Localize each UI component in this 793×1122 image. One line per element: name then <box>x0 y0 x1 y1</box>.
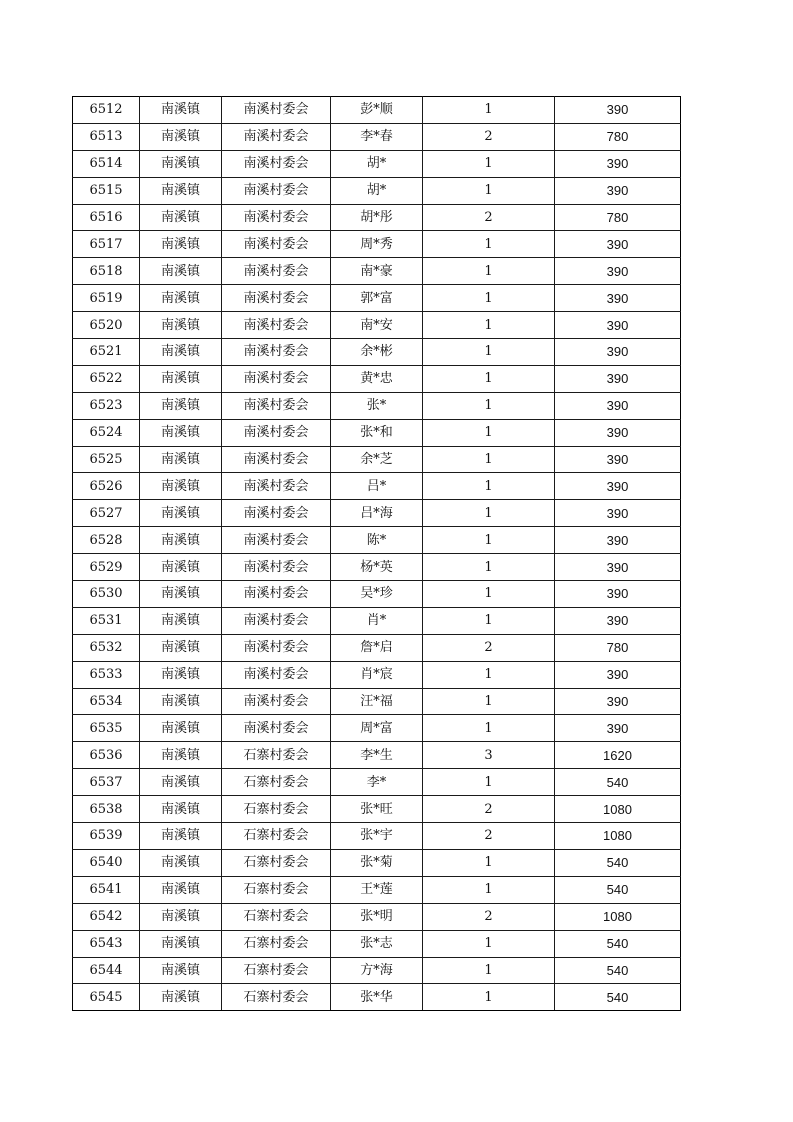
row-number-cell: 6533 <box>73 661 140 688</box>
count-cell: 1 <box>423 607 555 634</box>
town-cell: 南溪镇 <box>140 527 222 554</box>
amount-cell: 390 <box>555 365 681 392</box>
village-committee-cell: 南溪村委会 <box>222 715 331 742</box>
table-row <box>73 581 681 608</box>
count-cell: 1 <box>423 97 555 124</box>
village-committee-cell: 南溪村委会 <box>222 97 331 124</box>
amount-cell: 540 <box>555 769 681 796</box>
village-committee-cell: 石寨村委会 <box>222 876 331 903</box>
table-row <box>73 446 681 473</box>
amount-cell: 540 <box>555 876 681 903</box>
table-row <box>73 796 681 823</box>
town-cell: 南溪镇 <box>140 177 222 204</box>
name-cell: 陈* <box>331 527 423 554</box>
town-cell: 南溪镇 <box>140 500 222 527</box>
town-cell: 南溪镇 <box>140 581 222 608</box>
village-committee-cell: 南溪村委会 <box>222 285 331 312</box>
table-row <box>73 123 681 150</box>
table-row <box>73 957 681 984</box>
name-cell: 方*海 <box>331 957 423 984</box>
count-cell: 2 <box>423 123 555 150</box>
village-committee-cell: 南溪村委会 <box>222 365 331 392</box>
row-number-cell: 6543 <box>73 930 140 957</box>
name-cell: 张* <box>331 392 423 419</box>
town-cell: 南溪镇 <box>140 661 222 688</box>
name-cell: 胡*彤 <box>331 204 423 231</box>
row-number-cell: 6518 <box>73 258 140 285</box>
count-cell: 2 <box>423 823 555 850</box>
town-cell: 南溪镇 <box>140 258 222 285</box>
name-cell: 余*彬 <box>331 339 423 366</box>
village-committee-cell: 南溪村委会 <box>222 607 331 634</box>
amount-cell: 390 <box>555 607 681 634</box>
row-number-cell: 6513 <box>73 123 140 150</box>
village-committee-cell: 南溪村委会 <box>222 339 331 366</box>
village-committee-cell: 石寨村委会 <box>222 903 331 930</box>
amount-cell: 1080 <box>555 903 681 930</box>
row-number-cell: 6527 <box>73 500 140 527</box>
amount-cell: 390 <box>555 285 681 312</box>
town-cell: 南溪镇 <box>140 796 222 823</box>
village-committee-cell: 南溪村委会 <box>222 204 331 231</box>
count-cell: 1 <box>423 285 555 312</box>
table-row <box>73 634 681 661</box>
amount-cell: 540 <box>555 930 681 957</box>
count-cell: 2 <box>423 204 555 231</box>
amount-cell: 390 <box>555 688 681 715</box>
village-committee-cell: 南溪村委会 <box>222 688 331 715</box>
village-committee-cell: 南溪村委会 <box>222 177 331 204</box>
town-cell: 南溪镇 <box>140 876 222 903</box>
town-cell: 南溪镇 <box>140 392 222 419</box>
town-cell: 南溪镇 <box>140 903 222 930</box>
amount-cell: 780 <box>555 123 681 150</box>
count-cell: 1 <box>423 715 555 742</box>
count-cell: 1 <box>423 688 555 715</box>
name-cell: 李*生 <box>331 742 423 769</box>
table-row <box>73 365 681 392</box>
amount-cell: 780 <box>555 204 681 231</box>
row-number-cell: 6517 <box>73 231 140 258</box>
village-committee-cell: 南溪村委会 <box>222 312 331 339</box>
town-cell: 南溪镇 <box>140 285 222 312</box>
amount-cell: 540 <box>555 849 681 876</box>
row-number-cell: 6515 <box>73 177 140 204</box>
table-row <box>73 554 681 581</box>
name-cell: 张*华 <box>331 984 423 1011</box>
row-number-cell: 6514 <box>73 150 140 177</box>
row-number-cell: 6540 <box>73 849 140 876</box>
table-row <box>73 769 681 796</box>
village-committee-cell: 南溪村委会 <box>222 634 331 661</box>
name-cell: 张*和 <box>331 419 423 446</box>
row-number-cell: 6519 <box>73 285 140 312</box>
name-cell: 胡* <box>331 177 423 204</box>
name-cell: 杨*英 <box>331 554 423 581</box>
table-row <box>73 419 681 446</box>
row-number-cell: 6522 <box>73 365 140 392</box>
town-cell: 南溪镇 <box>140 204 222 231</box>
name-cell: 周*秀 <box>331 231 423 258</box>
count-cell: 1 <box>423 500 555 527</box>
row-number-cell: 6538 <box>73 796 140 823</box>
row-number-cell: 6536 <box>73 742 140 769</box>
amount-cell: 780 <box>555 634 681 661</box>
village-committee-cell: 南溪村委会 <box>222 473 331 500</box>
village-committee-cell: 南溪村委会 <box>222 392 331 419</box>
town-cell: 南溪镇 <box>140 312 222 339</box>
village-committee-cell: 石寨村委会 <box>222 957 331 984</box>
village-committee-cell: 石寨村委会 <box>222 930 331 957</box>
count-cell: 1 <box>423 150 555 177</box>
count-cell: 1 <box>423 312 555 339</box>
amount-cell: 390 <box>555 97 681 124</box>
town-cell: 南溪镇 <box>140 123 222 150</box>
table-row <box>73 527 681 554</box>
town-cell: 南溪镇 <box>140 446 222 473</box>
village-committee-cell: 南溪村委会 <box>222 419 331 446</box>
name-cell: 李* <box>331 769 423 796</box>
table-row <box>73 258 681 285</box>
name-cell: 张*志 <box>331 930 423 957</box>
row-number-cell: 6542 <box>73 903 140 930</box>
amount-cell: 390 <box>555 473 681 500</box>
row-number-cell: 6524 <box>73 419 140 446</box>
name-cell: 张*明 <box>331 903 423 930</box>
amount-cell: 390 <box>555 231 681 258</box>
name-cell: 吕*海 <box>331 500 423 527</box>
table-row <box>73 849 681 876</box>
row-number-cell: 6539 <box>73 823 140 850</box>
village-committee-cell: 石寨村委会 <box>222 769 331 796</box>
amount-cell: 390 <box>555 581 681 608</box>
row-number-cell: 6534 <box>73 688 140 715</box>
row-number-cell: 6530 <box>73 581 140 608</box>
table-row <box>73 285 681 312</box>
amount-cell: 1080 <box>555 796 681 823</box>
row-number-cell: 6528 <box>73 527 140 554</box>
table-row <box>73 688 681 715</box>
town-cell: 南溪镇 <box>140 769 222 796</box>
town-cell: 南溪镇 <box>140 150 222 177</box>
count-cell: 2 <box>423 903 555 930</box>
amount-cell: 390 <box>555 339 681 366</box>
row-number-cell: 6541 <box>73 876 140 903</box>
row-number-cell: 6531 <box>73 607 140 634</box>
table-row <box>73 97 681 124</box>
village-committee-cell: 南溪村委会 <box>222 581 331 608</box>
table-row <box>73 607 681 634</box>
town-cell: 南溪镇 <box>140 554 222 581</box>
name-cell: 南*安 <box>331 312 423 339</box>
amount-cell: 390 <box>555 419 681 446</box>
count-cell: 2 <box>423 634 555 661</box>
table-row <box>73 392 681 419</box>
name-cell: 李*春 <box>331 123 423 150</box>
amount-cell: 390 <box>555 715 681 742</box>
count-cell: 1 <box>423 419 555 446</box>
amount-cell: 390 <box>555 392 681 419</box>
name-cell: 吴*珍 <box>331 581 423 608</box>
count-cell: 1 <box>423 849 555 876</box>
town-cell: 南溪镇 <box>140 984 222 1011</box>
count-cell: 1 <box>423 581 555 608</box>
count-cell: 1 <box>423 446 555 473</box>
amount-cell: 390 <box>555 500 681 527</box>
table-row <box>73 177 681 204</box>
name-cell: 张*菊 <box>331 849 423 876</box>
town-cell: 南溪镇 <box>140 957 222 984</box>
name-cell: 王*莲 <box>331 876 423 903</box>
table-row <box>73 823 681 850</box>
amount-cell: 390 <box>555 312 681 339</box>
count-cell: 1 <box>423 339 555 366</box>
count-cell: 1 <box>423 527 555 554</box>
table-row <box>73 231 681 258</box>
table-row <box>73 204 681 231</box>
subsidy-table <box>72 96 681 1011</box>
village-committee-cell: 石寨村委会 <box>222 823 331 850</box>
row-number-cell: 6544 <box>73 957 140 984</box>
village-committee-cell: 南溪村委会 <box>222 527 331 554</box>
name-cell: 黄*忠 <box>331 365 423 392</box>
amount-cell: 390 <box>555 527 681 554</box>
town-cell: 南溪镇 <box>140 339 222 366</box>
table-row <box>73 661 681 688</box>
count-cell: 1 <box>423 957 555 984</box>
count-cell: 2 <box>423 796 555 823</box>
town-cell: 南溪镇 <box>140 715 222 742</box>
town-cell: 南溪镇 <box>140 930 222 957</box>
table-row <box>73 150 681 177</box>
count-cell: 1 <box>423 473 555 500</box>
name-cell: 张*旺 <box>331 796 423 823</box>
row-number-cell: 6516 <box>73 204 140 231</box>
name-cell: 彭*顺 <box>331 97 423 124</box>
name-cell: 汪*福 <box>331 688 423 715</box>
count-cell: 1 <box>423 365 555 392</box>
amount-cell: 1620 <box>555 742 681 769</box>
town-cell: 南溪镇 <box>140 634 222 661</box>
village-committee-cell: 石寨村委会 <box>222 984 331 1011</box>
name-cell: 詹*启 <box>331 634 423 661</box>
town-cell: 南溪镇 <box>140 742 222 769</box>
amount-cell: 390 <box>555 150 681 177</box>
village-committee-cell: 南溪村委会 <box>222 258 331 285</box>
amount-cell: 390 <box>555 661 681 688</box>
name-cell: 吕* <box>331 473 423 500</box>
count-cell: 1 <box>423 769 555 796</box>
village-committee-cell: 南溪村委会 <box>222 661 331 688</box>
village-committee-cell: 南溪村委会 <box>222 554 331 581</box>
name-cell: 南*豪 <box>331 258 423 285</box>
amount-cell: 540 <box>555 984 681 1011</box>
amount-cell: 1080 <box>555 823 681 850</box>
village-committee-cell: 石寨村委会 <box>222 849 331 876</box>
village-committee-cell: 南溪村委会 <box>222 500 331 527</box>
row-number-cell: 6523 <box>73 392 140 419</box>
count-cell: 1 <box>423 177 555 204</box>
count-cell: 1 <box>423 554 555 581</box>
row-number-cell: 6532 <box>73 634 140 661</box>
name-cell: 胡* <box>331 150 423 177</box>
table-row <box>73 742 681 769</box>
row-number-cell: 6520 <box>73 312 140 339</box>
town-cell: 南溪镇 <box>140 97 222 124</box>
name-cell: 肖* <box>331 607 423 634</box>
row-number-cell: 6529 <box>73 554 140 581</box>
town-cell: 南溪镇 <box>140 365 222 392</box>
row-number-cell: 6526 <box>73 473 140 500</box>
amount-cell: 390 <box>555 258 681 285</box>
count-cell: 1 <box>423 876 555 903</box>
table-row <box>73 312 681 339</box>
row-number-cell: 6545 <box>73 984 140 1011</box>
amount-cell: 540 <box>555 957 681 984</box>
town-cell: 南溪镇 <box>140 688 222 715</box>
village-committee-cell: 南溪村委会 <box>222 150 331 177</box>
town-cell: 南溪镇 <box>140 607 222 634</box>
row-number-cell: 6525 <box>73 446 140 473</box>
count-cell: 1 <box>423 258 555 285</box>
village-committee-cell: 南溪村委会 <box>222 446 331 473</box>
table-row <box>73 876 681 903</box>
table-row <box>73 903 681 930</box>
table-row <box>73 715 681 742</box>
town-cell: 南溪镇 <box>140 419 222 446</box>
village-committee-cell: 南溪村委会 <box>222 123 331 150</box>
row-number-cell: 6537 <box>73 769 140 796</box>
row-number-cell: 6512 <box>73 97 140 124</box>
village-committee-cell: 石寨村委会 <box>222 796 331 823</box>
town-cell: 南溪镇 <box>140 823 222 850</box>
count-cell: 3 <box>423 742 555 769</box>
amount-cell: 390 <box>555 446 681 473</box>
village-committee-cell: 南溪村委会 <box>222 231 331 258</box>
count-cell: 1 <box>423 231 555 258</box>
row-number-cell: 6535 <box>73 715 140 742</box>
count-cell: 1 <box>423 984 555 1011</box>
count-cell: 1 <box>423 930 555 957</box>
name-cell: 余*芝 <box>331 446 423 473</box>
name-cell: 郭*富 <box>331 285 423 312</box>
amount-cell: 390 <box>555 177 681 204</box>
village-committee-cell: 石寨村委会 <box>222 742 331 769</box>
name-cell: 张*宇 <box>331 823 423 850</box>
town-cell: 南溪镇 <box>140 231 222 258</box>
table-body <box>73 97 681 1011</box>
table-row <box>73 339 681 366</box>
count-cell: 1 <box>423 392 555 419</box>
table-row <box>73 930 681 957</box>
town-cell: 南溪镇 <box>140 473 222 500</box>
table-row <box>73 984 681 1011</box>
table-row <box>73 473 681 500</box>
town-cell: 南溪镇 <box>140 849 222 876</box>
name-cell: 周*富 <box>331 715 423 742</box>
count-cell: 1 <box>423 661 555 688</box>
row-number-cell: 6521 <box>73 339 140 366</box>
name-cell: 肖*宸 <box>331 661 423 688</box>
amount-cell: 390 <box>555 554 681 581</box>
table-row <box>73 500 681 527</box>
